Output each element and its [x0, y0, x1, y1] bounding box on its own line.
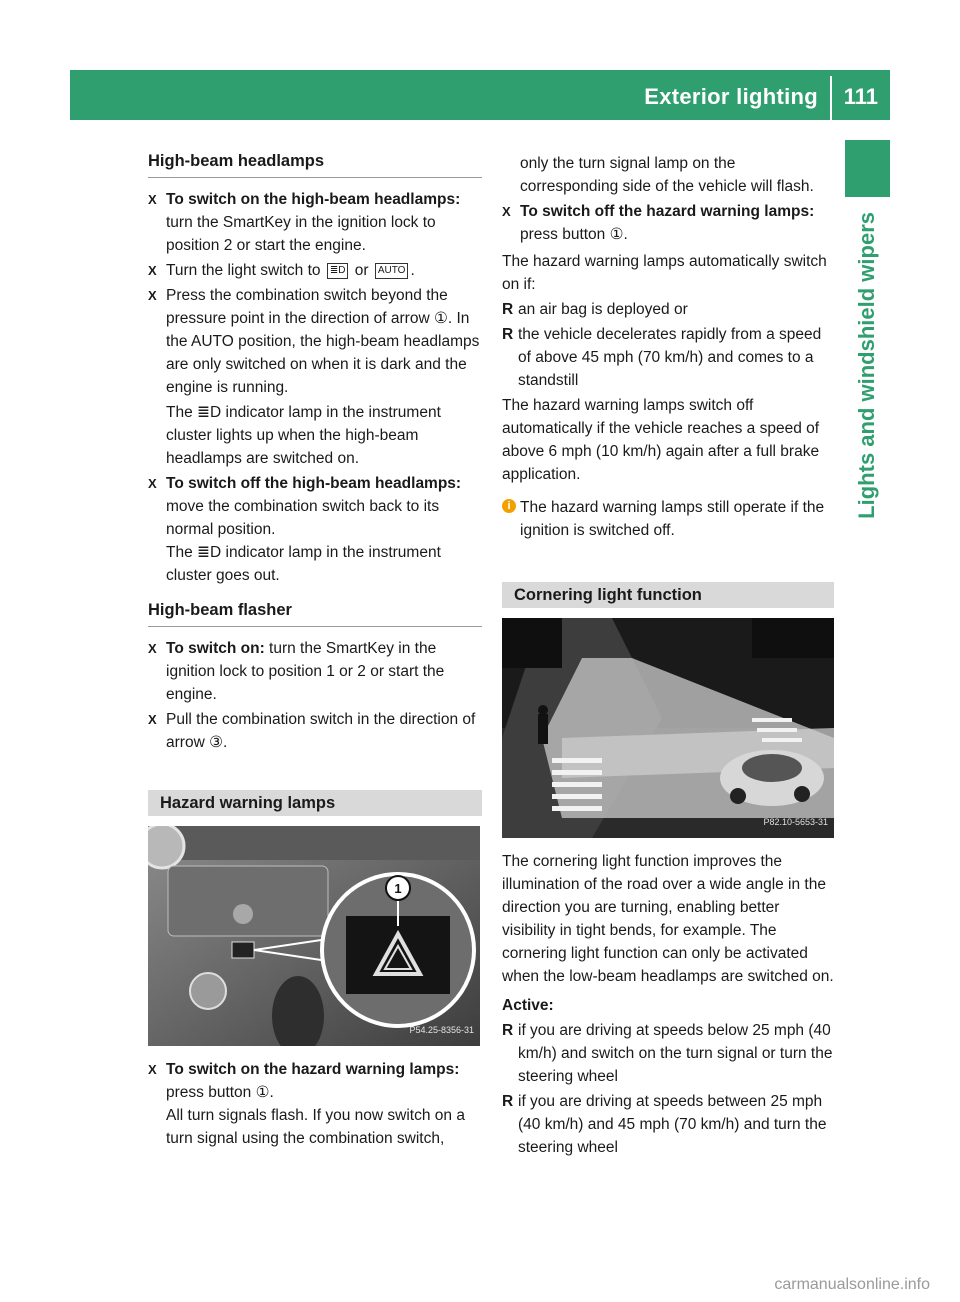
instruction-heading: To switch off the high-beam headlamps:: [166, 475, 462, 492]
cornering-light-figure: [502, 618, 834, 838]
list-item: [502, 323, 834, 392]
list-item: [502, 298, 834, 321]
section-title-flasher: High-beam flasher: [148, 599, 482, 627]
left-column: [148, 150, 482, 1152]
side-tab-label: [854, 212, 880, 712]
right-column: [502, 152, 834, 1161]
figure-id: P54.25-8356-31: [409, 1025, 474, 1035]
instruction-text: All turn signals flash. If you now switch on a turn signal using the combination switch,: [166, 1107, 465, 1147]
low-beam-icon: ≣D: [327, 263, 349, 279]
instruction-heading: To switch on the hazard warning lamps:: [166, 1061, 460, 1078]
list-item-text: the vehicle decelerates rapidly from a speed of above 45 mph (70 km/h) and comes to a standstill: [518, 326, 822, 389]
bullet-x-icon: X: [148, 476, 157, 491]
info-text: The hazard warning lamps still operate if the ignition is switched off.: [520, 499, 825, 539]
info-note: [502, 496, 834, 542]
bullet-r-icon: R: [502, 1022, 514, 1039]
section-title-hazard: Hazard warning lamps: [148, 790, 482, 816]
bullet-x-icon: X: [502, 204, 511, 219]
instruction-text: Pull the combination switch in the direction of arrow ③.: [166, 711, 476, 751]
hazard-switch-figure: [148, 826, 480, 1046]
list-item-text: an air bag is deployed or: [518, 301, 688, 318]
instruction-heading: To switch on:: [166, 640, 265, 657]
watermark: carmanualsonline.info: [774, 1276, 930, 1293]
instruction-text: Turn the light switch to: [166, 262, 321, 279]
bullet-x-icon: X: [148, 641, 157, 656]
instruction-item: [148, 637, 482, 706]
list-item: [502, 1090, 834, 1159]
bullet-x-icon: X: [148, 192, 157, 207]
page-number: 111: [843, 84, 878, 109]
instruction-text: press button ①.: [166, 1084, 274, 1101]
side-tab-text: Lights and windshield wipers: [854, 212, 879, 519]
instruction-item: X Turn the light switch to ≣D or AUTO .: [148, 259, 482, 282]
svg-text:1: 1: [394, 881, 402, 896]
active-label: Active:: [502, 997, 554, 1014]
instruction-item: [148, 188, 482, 257]
header-divider: [830, 76, 832, 120]
instruction-text: Press the combination switch beyond the pressure point in the direction of arrow ①. In the AUTO position, the high-beam headlamps are only switched on when it is dark and the engine is running.: [166, 287, 480, 396]
instruction-heading: To switch on the high-beam headlamps:: [166, 191, 461, 208]
instruction-heading: To switch off the hazard warning lamps:: [520, 203, 815, 220]
auto-icon: AUTO: [375, 263, 409, 279]
auto-intro: The hazard warning lamps automatically switch on if:: [502, 253, 827, 293]
figure-id: P82.10-5653-31: [763, 817, 828, 827]
section-title-cornering: Cornering light function: [502, 582, 834, 608]
bullet-r-icon: R: [502, 1093, 514, 1110]
bullet-x-icon: X: [148, 263, 157, 278]
instruction-item: [148, 472, 482, 587]
list-item: [502, 1019, 834, 1088]
instruction-text: press button ①.: [520, 226, 628, 243]
instruction-item: [148, 1058, 482, 1150]
instruction-text: move the combination switch back to its normal position.: [166, 498, 440, 538]
instruction-text: or: [354, 262, 369, 279]
intersection-illustration: [502, 618, 834, 838]
chapter-header-bar: [70, 70, 890, 120]
bullet-r-icon: R: [502, 301, 514, 318]
list-item-text: if you are driving at speeds below 25 mph (40 km/h) and switch on the turn signal or turn the steering wheel: [518, 1022, 833, 1085]
instruction-note: The ≣D indicator lamp in the instrument cluster goes out.: [166, 544, 441, 584]
bullet-r-icon: R: [502, 326, 514, 343]
instruction-item: [502, 200, 834, 246]
chapter-title: Exterior lighting: [644, 84, 818, 109]
instruction-note: The ≣D indicator lamp in the instrument cluster lights up when the high-beam headlamps are switched on.: [166, 404, 441, 467]
bullet-x-icon: X: [148, 712, 157, 727]
bullet-x-icon: X: [148, 1062, 157, 1077]
auto-off-text: The hazard warning lamps switch off automatically if the vehicle reaches a speed of above 6 mph (10 km/h) again after a full brake application.: [502, 397, 820, 483]
section-title-high-beam: High-beam headlamps: [148, 150, 482, 178]
instruction-item: [148, 708, 482, 754]
side-tab-marker: [845, 140, 890, 197]
instruction-item: [148, 284, 482, 470]
cornering-description: The cornering light function improves the illumination of the road over a wide angle in the direction you are turning, enabling better visibility in tight bends, for example. The cornering light function can only be activated when the low-beam headlamps are switched on.: [502, 853, 834, 985]
instruction-text: turn the SmartKey in the ignition lock to position 1 or 2 or start the engine.: [166, 640, 445, 703]
bullet-x-icon: X: [148, 288, 157, 303]
instruction-text: turn the SmartKey in the ignition lock to position 2 or start the engine.: [166, 214, 436, 254]
continued-text: only the turn signal lamp on the corresponding side of the vehicle will flash.: [520, 155, 814, 195]
info-icon: i: [502, 499, 516, 513]
dashboard-illustration: [148, 826, 480, 1046]
list-item-text: if you are driving at speeds between 25 mph (40 km/h) and 45 mph (70 km/h) and turn the steering wheel: [518, 1093, 827, 1156]
